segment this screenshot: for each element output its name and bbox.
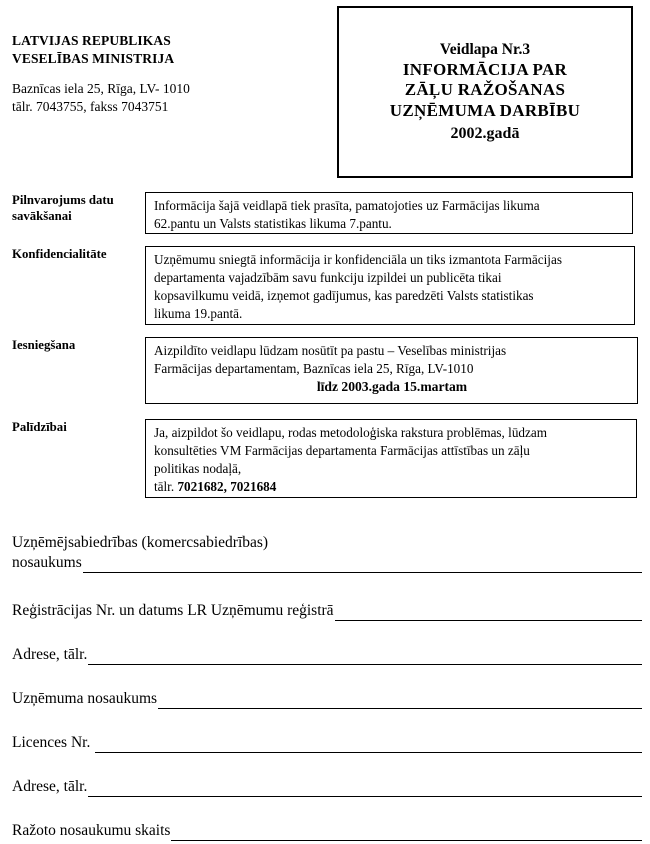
form-title-line-3: UZŅĒMUMA DARBĪBU bbox=[389, 101, 581, 121]
field-address-factory-label: Adrese, tālr. bbox=[12, 778, 88, 795]
section-confidentiality-box bbox=[145, 246, 635, 325]
field-product-count-label: Ražoto nosaukumu skaits bbox=[12, 822, 171, 839]
section-help-phone-numbers: 7021682, 7021684 bbox=[177, 478, 277, 494]
section-authorization-label bbox=[12, 192, 140, 225]
section-help-phone-line bbox=[154, 478, 629, 496]
form-title-line-1: INFORMĀCIJA PAR bbox=[402, 59, 568, 79]
section-authorization-box bbox=[145, 192, 633, 234]
field-product-count-input[interactable] bbox=[171, 840, 642, 841]
section-confidentiality-text-line-1: Uzņēmumu sniegtā informācija ir konfidenciāla un tiks izmantota Farmācijas bbox=[154, 252, 562, 267]
field-registration-input[interactable] bbox=[335, 620, 642, 621]
field-license-number-input[interactable] bbox=[95, 752, 642, 753]
field-factory-name-label: Uzņēmuma nosaukums bbox=[12, 690, 158, 707]
field-address-factory-input[interactable] bbox=[88, 796, 642, 797]
field-address-factory bbox=[12, 777, 642, 797]
field-license-number bbox=[12, 733, 642, 753]
field-company-name bbox=[12, 533, 642, 573]
section-authorization-label-line-2: savākšanai bbox=[12, 209, 72, 224]
section-submission-label: Iesniegšana bbox=[12, 338, 76, 352]
field-company-name-label-line-1: Uzņēmējsabiedrības (komercsabiedrības) bbox=[12, 534, 269, 551]
field-address-company-label: Adrese, tālr. bbox=[12, 646, 88, 663]
section-help-label: Palīdzībai bbox=[12, 420, 67, 434]
section-submission-text-line-1: Aizpildīto veidlapu lūdzam nosūtīt pa pastu – Veselības ministrijas bbox=[154, 343, 507, 358]
ministry-address: Baznīcas iela 25, Rīga, LV- 1010 bbox=[12, 81, 190, 97]
form-title-box bbox=[337, 6, 633, 178]
form-title-line-2: ZĀĻU RAŽOŠANAS bbox=[404, 80, 566, 100]
ministry-name bbox=[12, 32, 322, 67]
form-number: Veidlapa Nr.3 bbox=[439, 40, 531, 58]
section-confidentiality-text-line-3: kopsavilkumu veidā, izņemot gadījumus, kas paredzēti Valsts statistikas bbox=[154, 287, 534, 303]
section-help-phone-prefix: tālr. bbox=[154, 478, 178, 494]
field-factory-name-input[interactable] bbox=[158, 708, 642, 709]
ministry-phone-fax: tālr. 7043755, fakss 7043751 bbox=[12, 98, 169, 114]
field-registration-label: Reģistrācijas Nr. un datums LR Uzņēmumu reģistrā bbox=[12, 602, 334, 619]
section-authorization-text-line-1: Informācija šajā veidlapā tiek prasīta, pamatojoties uz Farmācijas likuma bbox=[154, 198, 540, 213]
section-help-text-line-2: konsultēties VM Farmācijas departamenta Farmācijas attīstības un zāļu bbox=[154, 442, 530, 458]
ministry-name-line-2: VESELĪBAS MINISTRIJA bbox=[12, 50, 175, 66]
section-confidentiality-text-line-2: departamenta vajadzībām savu funkciju izpildei un publicēta tikai bbox=[154, 269, 502, 285]
field-address-company-input[interactable] bbox=[88, 664, 642, 665]
field-product-count bbox=[12, 821, 642, 841]
section-submission-deadline: līdz 2003.gada 15.martam bbox=[316, 378, 468, 394]
section-submission-box bbox=[145, 337, 638, 404]
field-company-name-label-line-2: nosaukums bbox=[12, 554, 82, 572]
section-help-box bbox=[145, 419, 637, 498]
field-factory-name bbox=[12, 689, 642, 709]
ministry-contact bbox=[12, 80, 322, 116]
form-year: 2002.gadā bbox=[450, 124, 520, 142]
section-authorization-text-line-2: 62.pantu un Valsts statistikas likuma 7.pantu. bbox=[154, 215, 392, 231]
field-address-company bbox=[12, 645, 642, 665]
field-registration bbox=[12, 601, 642, 621]
letterhead bbox=[12, 32, 322, 116]
section-help-text-line-3: politikas nodaļā, bbox=[154, 460, 242, 476]
field-company-name-input[interactable] bbox=[83, 572, 642, 573]
section-authorization-label-line-1: Pilnvarojums datu bbox=[12, 193, 114, 207]
section-confidentiality-text-line-4: likuma 19.pantā. bbox=[154, 305, 243, 321]
ministry-name-line-1: LATVIJAS REPUBLIKAS bbox=[12, 33, 171, 48]
section-help-text-line-1: Ja, aizpildot šo veidlapu, rodas metodoloģiska rakstura problēmas, lūdzam bbox=[154, 425, 547, 440]
section-submission-text-line-2: Farmācijas departamentam, Baznīcas iela 25, Rīga, LV-1010 bbox=[154, 360, 474, 376]
section-confidentiality-label: Konfidencialitāte bbox=[12, 247, 107, 261]
field-license-number-label: Licences Nr. bbox=[12, 734, 95, 751]
